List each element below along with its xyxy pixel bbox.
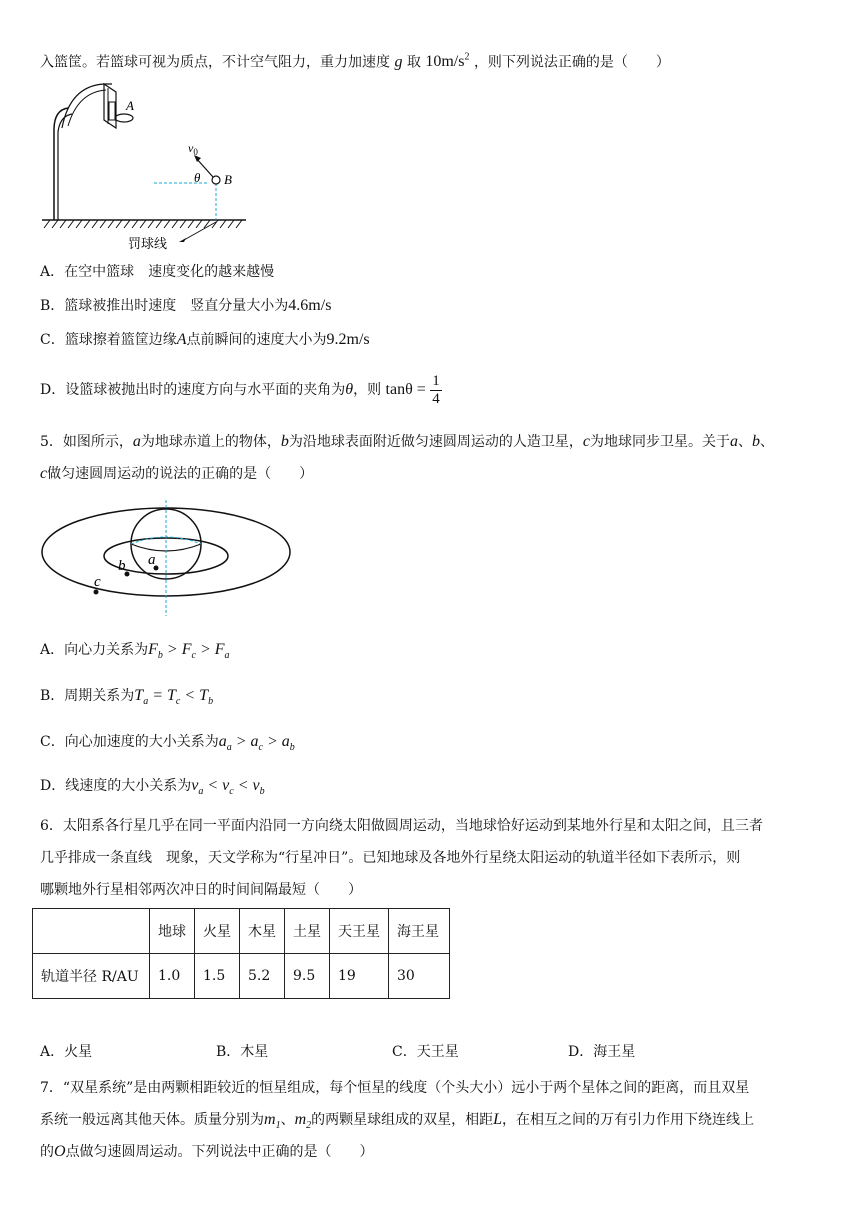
q7-stem-line1: 7．“双星系统”是由两颗相距较近的恒星组成，每个恒星的线度（个头大小）远小于两个星体之间的距离，而且双星	[40, 1080, 750, 1096]
q5-stem-line2: c做匀速圆周运动的说法的正确的是（ ）	[40, 465, 314, 482]
g-value: $10m/s^2$	[425, 52, 470, 71]
q4-option-c[interactable]: C．篮球擦着篮筐边缘A点前瞬间的速度大小为9.2m/s	[40, 331, 370, 348]
q6-stem-line3: 哪颗地外行星相邻两次冲日的时间间隔最短（ ）	[40, 882, 362, 898]
orbit-figure	[38, 494, 298, 620]
label-B: B	[224, 172, 232, 187]
label-c: c	[94, 574, 101, 590]
basketball-figure	[38, 80, 258, 260]
q6-stem-line1: 6．太阳系各行星几乎在同一平面内沿同一方向绕太阳做圆周运动，当地球恰好运动到某地外行星和太阳之间，且三者	[40, 818, 763, 834]
table-header-row: 地球 火星 木星 土星 天王星 海王星	[33, 909, 450, 954]
label-free-throw-line: 罚球线	[128, 236, 168, 251]
q4-option-a[interactable]: A．在空中篮球 速度变化的越来越慢	[40, 264, 275, 280]
q4-intro-line: 入篮筐。若篮球可视为质点，不计空气阻力，重力加速度 g 取 $10m/s^2$ ，则下列说法正确的是（ ）	[40, 52, 670, 71]
q5-option-b[interactable]: B．周期关系为$T_a = T_c < T_b$	[40, 687, 214, 708]
label-theta: θ	[194, 170, 201, 185]
label-a: a	[148, 552, 156, 568]
label-A: A	[126, 98, 134, 113]
q6-option-c[interactable]: C．天王星	[392, 1044, 459, 1060]
orbit-radius-table	[32, 908, 450, 999]
table-row: 轨道半径 R/AU 1.0 1.5 5.2 9.5 19 30	[33, 954, 450, 999]
q4-option-d[interactable]: D．设篮球被抛出时的速度方向与水平面的夹角为θ，则 tanθ = $\frac{1}{4}$	[40, 372, 440, 407]
q5-option-a[interactable]: A．向心力关系为$F_b > F_c > F_a$	[40, 641, 230, 662]
q6-stem-line2: 几乎排成一条直线 现象，天文学称为“行星冲日”。已知地球及各地外行星绕太阳运动的轨道半径如下表所示，则	[40, 850, 741, 866]
fraction-one-quarter: $\frac{1}{4}$	[432, 372, 440, 407]
q6-option-b[interactable]: B．木星	[216, 1044, 269, 1060]
label-v0: $v_0$	[188, 141, 198, 157]
g-symbol: g	[394, 53, 403, 71]
q6-option-a[interactable]: A．火星	[40, 1044, 93, 1060]
label-b: b	[118, 558, 126, 574]
q5-option-c[interactable]: C．向心加速度的大小关系为$a_a > a_c > a_b$	[40, 733, 295, 754]
q6-option-d[interactable]: D．海王星	[568, 1044, 636, 1060]
q7-stem-line2: 系统一般远离其他天体。质量分别为$m_1$、$m_2$的两颗星球组成的双星，相距L，在相互之间的万有引力作用下绕连线上	[40, 1111, 755, 1132]
q7-stem-line3: 的O点做匀速圆周运动。下列说法中正确的是（ ）	[40, 1143, 374, 1160]
q4-option-b[interactable]: B．篮球被推出时速度 竖直分量大小为4.6m/s	[40, 297, 332, 314]
q5-option-d[interactable]: D．线速度的大小关系为$v_a < v_c < v_b$	[40, 777, 265, 798]
q5-stem-line1: 5．如图所示，a为地球赤道上的物体，b为沿地球表面附近做匀速圆周运动的人造卫星，c为地球同步卫星。关于a、b、	[40, 433, 775, 450]
